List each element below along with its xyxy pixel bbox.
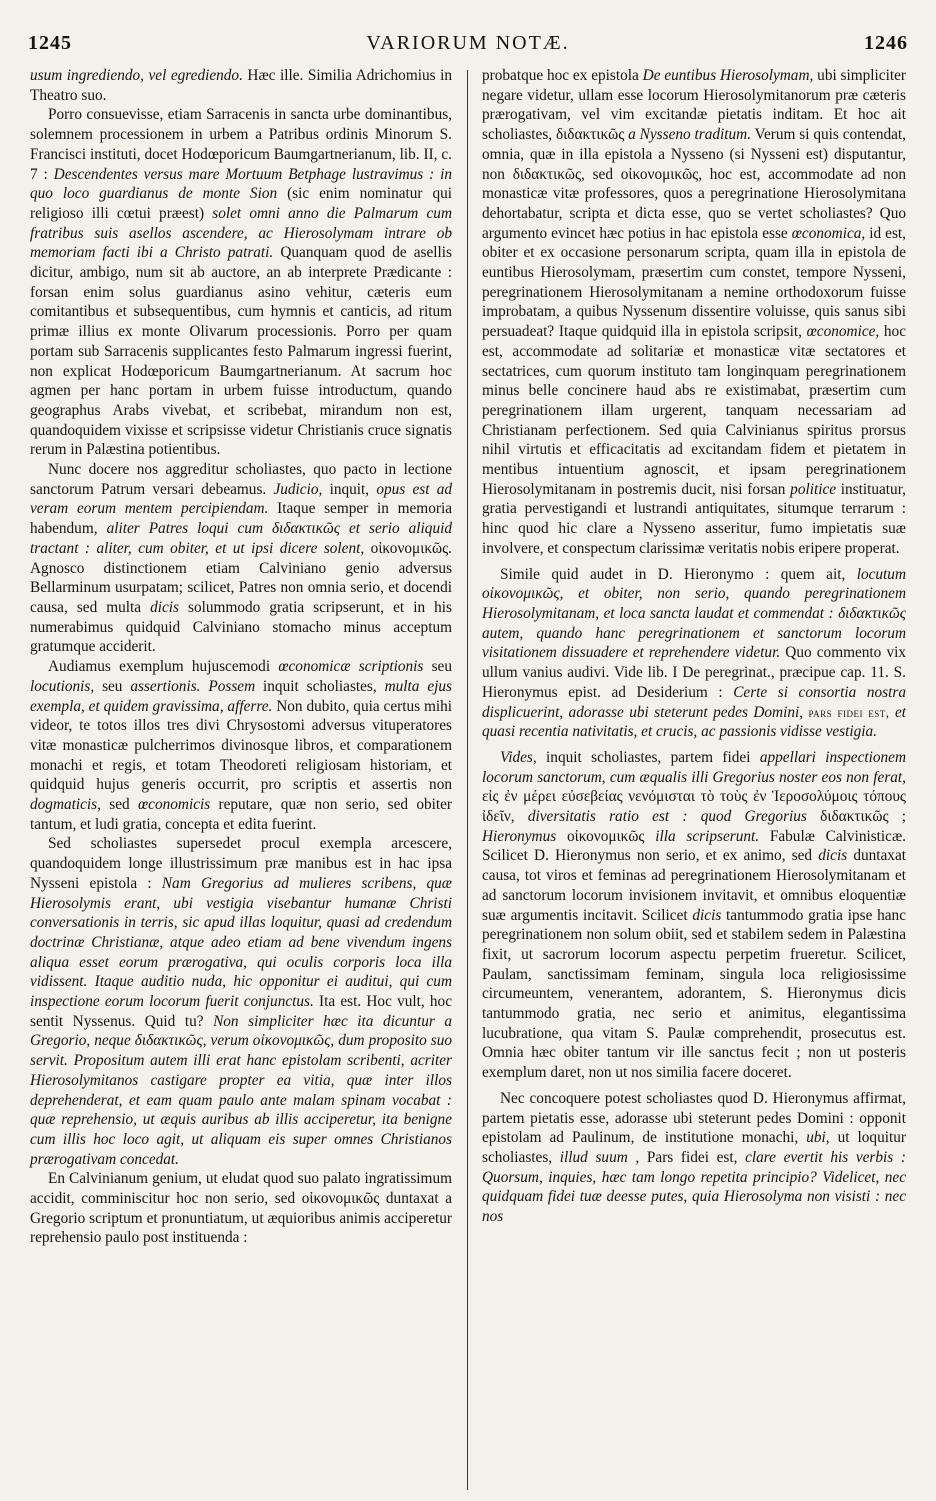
italic-run: œconomica,	[791, 224, 866, 242]
italic-run: multa ejus exempla, et quidem gravissima, afferre.	[30, 677, 452, 715]
italic-run: locutionis,	[30, 677, 95, 695]
left-column	[30, 66, 452, 1248]
text-run: reputare, quæ non serio, sed obiter tantum, et ludi gratia, concepta et edita fuerint.	[30, 796, 452, 833]
paragraph	[482, 748, 906, 1083]
italic-run: locutum οἰκονομικῶς, et obiter, non serio, quando peregrinationem Hierosolymitanam, et loca sancta laudat et commendat : διδακτικῶς autem, quando hanc peregrinationem et sanctorum locorum visitationem dissuadere et reprehendere videtur.	[482, 565, 906, 662]
italic-run: et quasi recentia nativitatis, et crucis, ac passionis vidisse vestigia.	[482, 703, 907, 741]
text-run: Ita est. Hoc vult, hoc sentit Nyssenus. Quid tu?	[30, 993, 452, 1030]
text-run: Nec concoquere potest scholiastes quod D. Hieronymus affirmat, partem pietatis esse, adorasse ubi steterunt pedes Domini : opponit epistolam ad Paulinum, de institutione monachi,	[482, 1089, 906, 1147]
italic-run: usum ingrediendo, vel egrediendo.	[30, 67, 243, 84]
italic-run: dicis	[692, 906, 722, 924]
italic-run: assertionis. Possem	[130, 677, 256, 695]
paragraph	[482, 1089, 906, 1227]
italic-run: Judicio,	[273, 480, 323, 498]
text-run: εἰς ἐν μέρει εὐσεβείας νενόμισται τὸ τοὺς ἐν Ἱεροσολύμοις τόπους ἰδεῖν,	[482, 788, 906, 826]
paragraph	[482, 66, 906, 559]
italic-run: Hieronymus	[482, 827, 557, 845]
italic-run: Non simpliciter hæc ita dicuntur a Gregorio, neque διδακτικῶς, verum οἰκονομικῶς, dum proposito suo servit. Propositum autem illi erat hanc epistolam scribenti, acriter Hierosolymitanos castigare propter ea vitia, quæ inter illos deprehenderat, et eam quam paulo ante malam spinam vocabat : quæ reprehensio, ut æquis auribus ab illis acciperetur, ita benigne cum illis hoc loco agit, ut aliquam eis super omnes Christianos prærogativam concedat.	[30, 1012, 453, 1168]
text-run: ubi simpliciter negare videtur, ullam esse locorum Hierosolymitanorum præ cæteris prærogativam, vel vim excitandæ pietatis inditam. Et hoc ait scholiastes, διδακτικῶς	[482, 67, 906, 144]
paragraph	[30, 657, 452, 834]
italic-run: Vides,	[500, 748, 537, 766]
paragraph	[30, 66, 452, 105]
text-run: sed	[100, 796, 138, 814]
text-run: Sed scholiastes supersedet procul exempla arcescere, quandoquidem longe illustrissimum præ manibus est in hac ipsa Nysseni epistola :	[30, 835, 452, 892]
page-header	[28, 32, 908, 62]
paragraph	[30, 105, 452, 460]
text-run: inquit,	[322, 480, 377, 498]
italic-run: ubi,	[806, 1129, 830, 1147]
text-run: probatque hoc ex epistola	[482, 67, 643, 84]
italic-run: Certe si consortia nostra displicuerint, adorasse ubi steterunt pedes Domini,	[482, 683, 906, 721]
italic-run: illud suum ,	[559, 1148, 640, 1166]
text-run: seu	[423, 658, 452, 676]
text-run: seu	[94, 677, 131, 695]
column-divider	[467, 70, 468, 1490]
text-run: inquit scholiastes,	[255, 677, 385, 695]
italic-run: diversitatis ratio est : quod Gregorius	[527, 808, 807, 826]
text-run: διδακτικῶς ;	[806, 808, 907, 826]
italic-run: opus est ad veram eorum mentem percipiendam.	[30, 480, 452, 518]
text-run: Verum si quis contendat, omnia, quæ in illa epistola a Nysseno (si Nysseni est) disputantur, non διδακτικῶς, sed οἰκονομικῶς, hoc est, accommodate ad non monasticæ vitæ professores, quos a peregrinatione Hierosolymitana dehortabatur, scripta et dicta esse, quo se vertet scholiastes? Quo argumento evincet hæc potius in hac epistola esse	[482, 126, 906, 242]
text-run: Audiamus exemplum hujuscemodi	[48, 658, 279, 676]
italic-run: De euntibus Hierosolymam,	[642, 67, 814, 84]
text-run: Non dubito, quia certus mihi videor, te totos illos tres divi Chrysostomi adversus vituperatores vitæ monasticæ pulcherrimos divinosque libros, et comparationem monachi et regis, et totam Theodoreti religiosam historiam, et quidquid hujus generis occurrit, pro scriptis et assertis non	[30, 697, 453, 794]
paragraph	[482, 565, 906, 742]
text-run: duntaxat causa, tot viros et feminas ad peregrinationem Hierosolymitanam et ad sanctorum locorum invisionem invitavit, et omnibus eloquentiæ suæ argumentis incitavit. Scilicet	[482, 847, 906, 924]
text-run: inquit scholiastes, partem fidei	[536, 748, 760, 766]
italic-run: œconomice,	[806, 323, 880, 341]
italic-run: illa scripserunt.	[655, 827, 760, 845]
text-run: Porro consuevisse, etiam Sarracenis in sancta urbe dominantibus, solemnem processionem in urbem a Patribus ordinis Minorum S. Francisci instituti, docet Hodœporicum Baumgartnerianum, lib. II, c. 7 :	[30, 106, 452, 183]
italic-run: a Nysseno traditum.	[628, 126, 752, 144]
text-run: Pars fidei est,	[639, 1148, 746, 1166]
text-run: En Calvinianum genium, ut eludat quod suo palato ingratissimum accidit, comminiscitur hoc non serio, sed οἰκονομικῶς duntaxat a Gregorio scriptum et pronuntiatum, ut æquioribus animis acciperetur reprehensio paulo post instituenda :	[30, 1170, 452, 1247]
right-column	[482, 66, 906, 1227]
italic-run: dicis	[818, 847, 848, 865]
italic-run: Descendentes versus mare Mortuum Betphage lustravimus : in quo loco guardianus de monte Sion	[30, 165, 452, 203]
page-number-right: 1246	[864, 32, 908, 54]
text-run: ut loquitur scholiastes,	[482, 1129, 906, 1166]
small-caps-run: pars fidei est,	[808, 704, 890, 720]
text-run: id est, obiter et ex occasione personarum scripta, quam illa in epistola de euntibus Hierosolymam, præsertim cum constet, tempore Nysseni, peregrinationem Hierosolymitanam a nemine orthodoxorum fuisse improbatam, a quibus Nyssenum dissentire voluisse, quis sanus sibi persuadeat? Itaque quidquid illa in epistola scripsit,	[482, 224, 906, 341]
italic-run: solet omni anno die Palmarum cum fratribus suis asellos ascendere, ac Hierosolymam intrare ob memoriam facti ibi a Christo patrati.	[30, 204, 452, 262]
italic-run: aliter Patres loqui cum διδακτικῶς et serio aliquid tractant : aliter, cum obiter, et ut ipsi dicere solent,	[30, 520, 452, 557]
text-run: Hæc ille. Similia Adrichomius in Theatro suo.	[30, 67, 452, 104]
text-run: Quanquam quod de asellis dicitur, ambigo, num sit ab auctore, an ab interprete Prædicante : forsan enim solus guardianus asino vehitur, cæteris eum comitantibus et subsequentibus, cum hymnis et canticis, ad ritum primæ illius ex monte Olivarum processionis. Porro per quam portam sub Sarracenis supplicantes festo Palmarum ingressi fuerint, non explicat Hodœporicum Baumgartnerianum. At sacrum hoc agmen per hanc portam in urbem fuisse introductum, quando geographus Arabs vivebat, et scribebat, mirandum non est, quandoquidem vixisse et scripsisse videtur Christianis cruce signatis rerum in Palæstina potientibus.	[30, 244, 452, 459]
italic-run: politice	[790, 480, 837, 498]
text-run: (sic enim nominatur qui religioso illi cœtui præest)	[30, 185, 452, 222]
italic-run: dicis	[150, 598, 180, 616]
paragraph	[30, 834, 452, 1169]
text-run: οἰκονομικῶς. Agnosco distinctionem etiam Calviniano genio adversus Bellarminum usurpatam; scilicet, Patres non omnia serio, et docendi causa, sed multa	[30, 539, 452, 616]
italic-run: œconomicæ scriptionis	[278, 658, 424, 676]
italic-run: clare evertit his verbis : Quorsum, inquies, hæc tam longo repetita principio? Videlicet, nec quidquam fidei tuæ deesse putes, quia Hierosolyma non visisti : nec nos	[482, 1148, 906, 1226]
text-run: instituatur, gratia pervestigandi et lustrandi antiquitates, situmque terrarum : hinc quod hic clare a Nysseno asseritur, fumo impietatis suæ involvere, et conspectum clarissimæ veritatis nobis eripere properat.	[482, 480, 907, 557]
italic-run: Nam Gregorius ad mulieres scribens, quæ Hierosolymis erant, ubi vestigia visebantur humanæ Christi conversationis in terris, sic apud illas loquitur, quasi ad credendum doctrinæ Christianæ, atque adeo etiam ad bene vivendum ingens aliqua esset eorum prærogativa, qui oculis corporis loca illa vidissent. Itaque auditio nuda, hic opponitur ei auditui, qui cum inspectione eorum locorum fuerit conjunctus.	[30, 874, 453, 1011]
paragraph	[30, 460, 452, 657]
italic-run: appellari inspectionem locorum sanctorum, cum æqualis illi Gregorius noster eos non ferat,	[482, 748, 906, 786]
page-number-left: 1245	[28, 32, 72, 54]
text-run: Simile quid audet in D. Hieronymo : quem ait,	[500, 565, 857, 583]
text-run: tantummodo gratia ipse hanc peregrinationem non solum obiit, sed et stabilem sedem in Palæstina fixit, ut sacrorum locorum aspectu perpetim frueretur. Scilicet, Paulam, sanctissimam feminam, singula loca religiosissime circumeuntem, venerantem, adorantem, S. Hieronymus dicis tantummodo gratia, nec serio et animitus, elegantissima lucubratione, qua vitam S. Paulæ comprehendit, prosecutus est. Omnia hæc obiter tantum vir ille sanctus fecit ; non ut posteris exemplum daret, non ut nos similia facere doceret.	[482, 906, 906, 1082]
running-title: VARIORUM NOTÆ.	[366, 32, 570, 54]
text-run: Fabulæ Calvinisticæ. Scilicet D. Hieronymus non serio, et ex animo, sed	[482, 827, 906, 865]
paragraph	[30, 1169, 452, 1248]
text-run: solummodo gratia scripserunt, et in his numerabimus quidquid Calviniano stomacho minus acceptum gratumque acciderit.	[30, 598, 452, 656]
italic-run: dogmaticis,	[30, 796, 101, 814]
text-run: Itaque semper in memoria habendum,	[30, 500, 452, 538]
text-run: Nunc docere nos aggreditur scholiastes, quo pacto in lectione sanctorum Patrum versari debeamus.	[30, 461, 452, 498]
text-run: οἰκονομικῶς	[556, 827, 656, 845]
text-run: hoc est, accommodate ad solitariæ et monasticæ vitæ sectatores et sectatrices, cum quorum instituto tam longinquam peregrinationem minus belle concinere haud abs re existimabat, præsertim cum peregrinationem illam urgerent, tanquam necessariam ad Christianam perfectionem. Sed quia Calvinianus spiritus prorsus nihil virtutis et efficacitatis ad excitandam fidem et pietatem in mentibus intuentium agnoscit, et ipsam peregrinationem Hierosolymitanam in postremis ducit, nisi forsan	[482, 323, 906, 498]
text-run: Quo commento vix ullum vanius audivi. Vide lib. I De peregrinat., præcipue cap. 11. S. Hieronymus epist. ad Desiderium :	[482, 644, 906, 701]
italic-run: œconomicis	[137, 796, 211, 814]
